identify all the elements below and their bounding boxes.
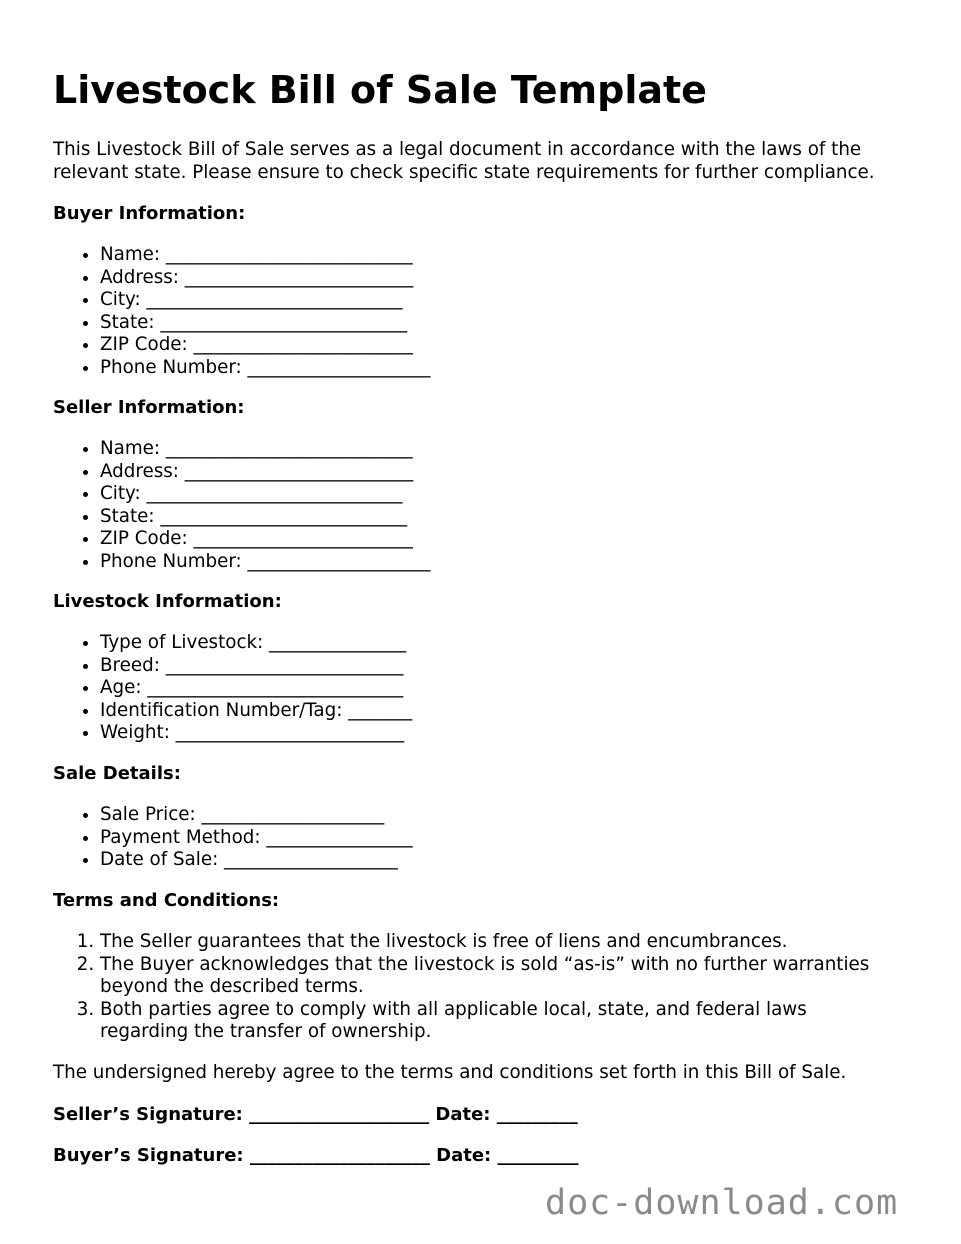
seller-state-field[interactable]: • State: ___________________________	[100, 506, 933, 529]
term-item: 2. The Buyer acknowledges that the livestock is sold “as-is” with no further warranties beyond the described terms.	[100, 954, 890, 999]
livestock-breed-field[interactable]: • Breed: __________________________	[100, 655, 933, 678]
sale-price-field[interactable]: • Sale Price: ____________________	[100, 804, 933, 827]
sale-heading: Sale Details:	[53, 763, 181, 784]
buyer-city-field[interactable]: • City: ____________________________	[100, 289, 933, 312]
livestock-fields-list	[53, 632, 933, 745]
date-of-sale-field[interactable]: • Date of Sale: ___________________	[100, 849, 933, 872]
livestock-heading: Livestock Information:	[53, 591, 282, 612]
buyer-signature-line[interactable]: Buyer’s Signature: ____________________ Date: _________	[53, 1145, 579, 1166]
intro-paragraph: This Livestock Bill of Sale serves as a legal document in accordance with the laws of the relevant state. Please ensure to check specific state requirements for further compliance.	[53, 139, 875, 183]
seller-name-field[interactable]: • Name: ___________________________	[100, 438, 933, 461]
livestock-id-tag-field[interactable]: • Identification Number/Tag: _______	[100, 700, 933, 723]
closing-statement: The undersigned hereby agree to the terms and conditions set forth in this Bill of Sale.	[53, 1062, 847, 1083]
payment-method-field[interactable]: • Payment Method: ________________	[100, 827, 933, 850]
livestock-type-field[interactable]: • Type of Livestock: _______________	[100, 632, 933, 655]
buyer-state-field[interactable]: • State: ___________________________	[100, 312, 933, 335]
seller-heading: Seller Information:	[53, 397, 245, 418]
seller-phone-field[interactable]: • Phone Number: ____________________	[100, 551, 933, 574]
page-title: Livestock Bill of Sale Template	[53, 68, 707, 112]
seller-signature-line[interactable]: Seller’s Signature: ____________________ Date: _________	[53, 1104, 578, 1125]
sale-fields-list	[53, 804, 933, 872]
seller-fields-list	[53, 438, 933, 573]
buyer-address-field[interactable]: • Address: _________________________	[100, 267, 933, 290]
livestock-weight-field[interactable]: • Weight: _________________________	[100, 722, 933, 745]
terms-list	[53, 931, 890, 1044]
seller-address-field[interactable]: • Address: _________________________	[100, 461, 933, 484]
buyer-phone-field[interactable]: • Phone Number: ____________________	[100, 357, 933, 380]
seller-zip-field[interactable]: • ZIP Code: ________________________	[100, 528, 933, 551]
livestock-age-field[interactable]: • Age: ____________________________	[100, 677, 933, 700]
term-item: 3. Both parties agree to comply with all applicable local, state, and federal laws regarding the transfer of ownership.	[100, 999, 890, 1044]
seller-city-field[interactable]: • City: ____________________________	[100, 483, 933, 506]
buyer-zip-field[interactable]: • ZIP Code: ________________________	[100, 334, 933, 357]
buyer-fields-list	[53, 244, 933, 379]
terms-heading: Terms and Conditions:	[53, 890, 280, 911]
buyer-heading: Buyer Information:	[53, 203, 246, 224]
buyer-name-field[interactable]: • Name: ___________________________	[100, 244, 933, 267]
watermark-logo: doc-download.com	[545, 1183, 899, 1223]
term-item: 1. The Seller guarantees that the livestock is free of liens and encumbrances.	[100, 931, 890, 954]
